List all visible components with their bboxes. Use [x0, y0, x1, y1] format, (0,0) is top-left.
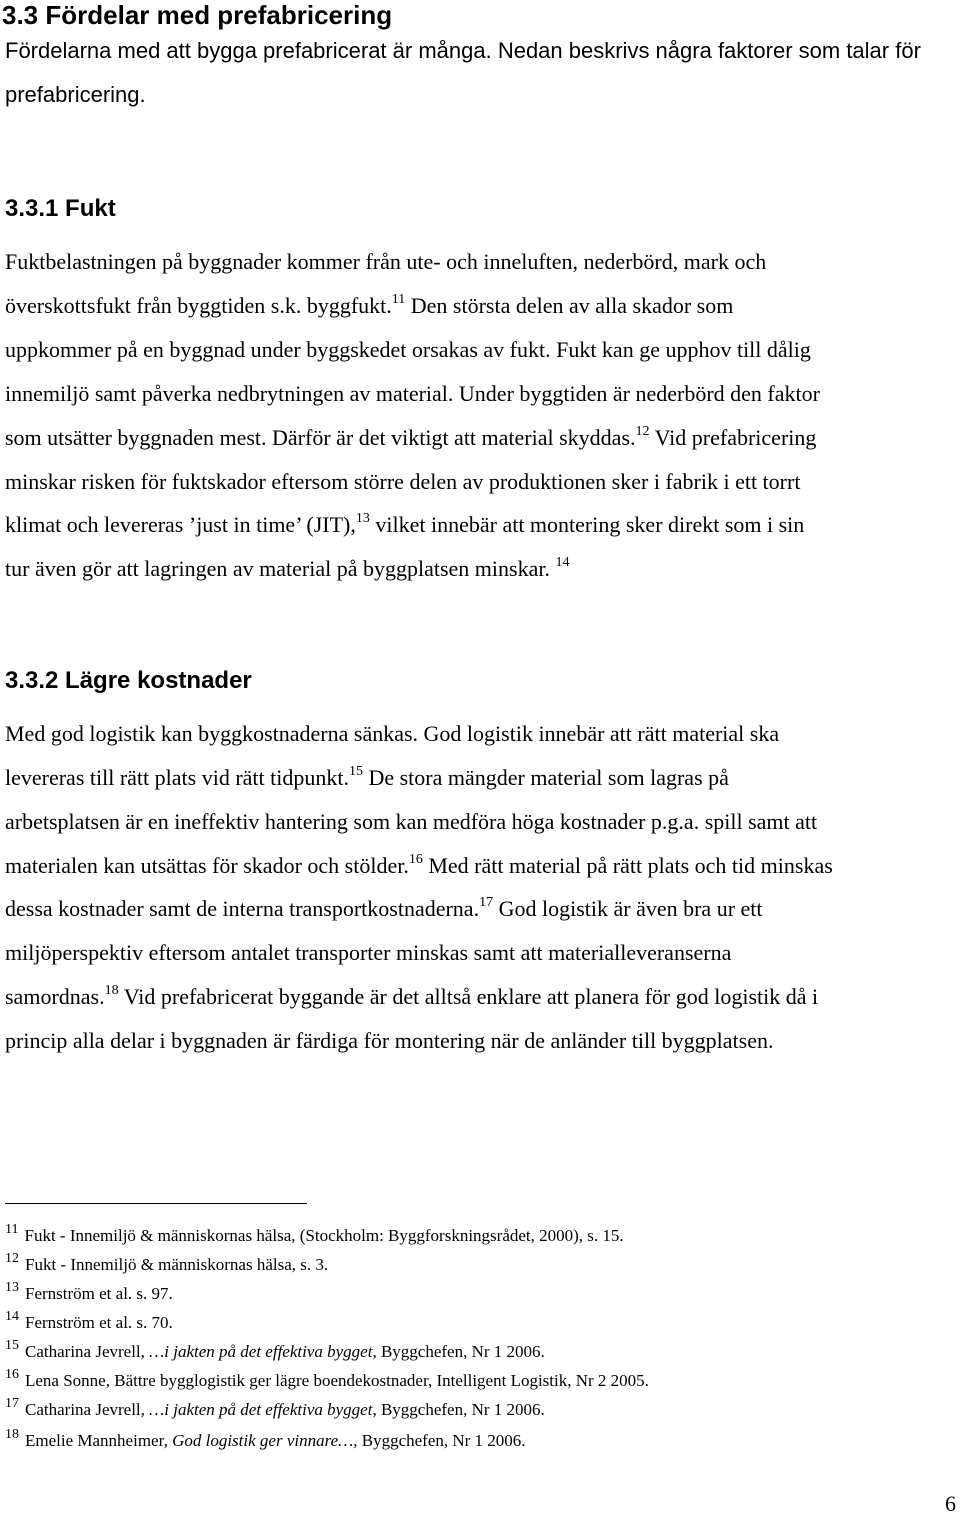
footnote-text: Fukt - Innemiljö & människornas hälsa, s. 3. — [25, 1255, 329, 1274]
text: vilket innebär att montering sker direkt som i sin — [369, 512, 805, 537]
text-line — [5, 511, 804, 539]
footnote-text: Emelie Mannheimer, — [25, 1431, 173, 1450]
footnote-ref: 16 — [408, 852, 423, 867]
text: De stora mängder material som lagras på — [362, 765, 729, 790]
text-line — [5, 1027, 774, 1055]
text-line — [5, 808, 817, 836]
text-line — [5, 852, 833, 880]
text-line — [5, 939, 731, 967]
text-line — [5, 336, 811, 364]
text: Den största delen av alla skador som — [405, 293, 734, 318]
text: princip alla delar i byggnaden är färdiga för montering när de anländer till byggplatsen. — [5, 1028, 774, 1053]
footnote-text: Fukt - Innemiljö & människornas hälsa, (Stockholm: Byggforskningsrådet, 2000), s. 15. — [24, 1226, 624, 1245]
intro-line: prefabricering. — [5, 82, 146, 107]
footnote-separator — [5, 1203, 307, 1204]
text: Med god logistik kan byggkostnaderna sänkas. God logistik innebär att rätt material ska — [5, 721, 780, 746]
footnote-number: 14 — [5, 1309, 19, 1324]
intro-line: Fördelarna med att bygga prefabricerat är många. Nedan beskrivs några faktorer som talar för — [5, 38, 921, 63]
footnote-ref: 15 — [348, 764, 363, 779]
footnote-number: 13 — [5, 1280, 19, 1295]
footnote-text: Fernström et al. s. 97. — [25, 1284, 173, 1303]
text: tur även gör att lagringen av material på byggplatsen minskar. — [5, 556, 556, 581]
text: Med rätt material på rätt plats och tid minskas — [422, 853, 833, 878]
text: Fuktbelastningen på byggnader kommer från ute- och inneluften, nederbörd, mark och — [5, 249, 767, 274]
footnote — [5, 1336, 545, 1362]
text: dessa kostnader samt de interna transportkostnaderna. — [5, 896, 480, 921]
footnote — [5, 1249, 328, 1275]
text-line — [5, 292, 733, 320]
text: God logistik är även bra ur ett — [493, 896, 763, 921]
footnote-ref: 11 — [391, 292, 406, 307]
text: Vid prefabricering — [649, 425, 817, 450]
footnote-number: 17 — [5, 1396, 19, 1411]
text: minskar risken för fuktskador eftersom större delen av produktionen sker i fabrik i ett torrt — [5, 469, 801, 494]
footnote — [5, 1394, 545, 1420]
footnote-number: 18 — [5, 1427, 19, 1442]
text-line — [5, 720, 779, 748]
footnote-italic: …i jakten på det effektiva bygget — [149, 1342, 373, 1361]
footnote-ref: 12 — [635, 424, 650, 439]
footnote-text: Catharina Jevrell, — [25, 1400, 150, 1419]
text: uppkommer på en byggnad under byggskedet orsakas av fukt. Fukt kan ge upphov till dålig — [5, 337, 811, 362]
footnote-text: Catharina Jevrell, — [25, 1342, 150, 1361]
footnote — [5, 1365, 649, 1391]
text-line — [5, 424, 816, 452]
text: levereras till rätt plats vid rätt tidpunkt. — [5, 765, 349, 790]
section-title: 3.3 Fördelar med prefabricering — [2, 0, 393, 30]
text-line — [5, 248, 766, 276]
footnote — [5, 1278, 173, 1304]
page-number: 6 — [945, 1491, 956, 1516]
footnote-text: Fernström et al. s. 70. — [25, 1313, 173, 1332]
footnote-text: , Byggchefen, Nr 1 2006. — [372, 1400, 545, 1419]
text: Vid prefabricerat byggande är det alltså enklare att planera för god logistik då i — [118, 984, 819, 1009]
text: klimat och levereras ’just in time’ (JIT), — [5, 512, 356, 537]
footnote-number: 11 — [5, 1222, 19, 1237]
footnote-ref: 14 — [555, 555, 570, 570]
text-line — [5, 983, 818, 1011]
footnote — [5, 1425, 526, 1451]
text: samordnas. — [5, 984, 105, 1009]
footnote-text: , Byggchefen, Nr 1 2006. — [372, 1342, 545, 1361]
footnote — [5, 1307, 173, 1333]
text-line — [5, 468, 800, 496]
footnote-text: , Byggchefen, Nr 1 2006. — [353, 1431, 526, 1450]
footnote-number: 16 — [5, 1367, 19, 1382]
footnote-text: Lena Sonne, Bättre bygglogistik ger lägre boendekostnader, Intelligent Logistik, Nr 2 2005. — [25, 1371, 649, 1390]
footnote-ref: 13 — [355, 511, 370, 526]
subsection-title-kostnader: 3.3.2 Lägre kostnader — [5, 667, 252, 694]
footnote-italic: God logistik ger vinnare… — [172, 1431, 354, 1450]
text-line — [5, 764, 729, 792]
footnote-number: 12 — [5, 1251, 19, 1266]
text: miljöperspektiv eftersom antalet transporter minskas samt att materialleveranserna — [5, 940, 732, 965]
text-line — [5, 895, 763, 923]
text-line — [5, 555, 569, 583]
subsection-title-fukt: 3.3.1 Fukt — [5, 195, 116, 222]
footnote-italic: …i jakten på det effektiva bygget — [149, 1400, 373, 1419]
footnote-ref: 17 — [479, 895, 494, 910]
text: som utsätter byggnaden mest. Därför är det viktigt att material skyddas. — [5, 425, 636, 450]
text-line — [5, 380, 820, 408]
text: överskottsfukt från byggtiden s.k. byggfukt. — [5, 293, 392, 318]
footnote — [5, 1220, 624, 1246]
footnote-ref: 18 — [104, 983, 119, 998]
text: innemiljö samt påverka nedbrytningen av material. Under byggtiden är nederbörd den faktor — [5, 381, 820, 406]
text: materialen kan utsättas för skador och stölder. — [5, 853, 409, 878]
footnote-number: 15 — [5, 1338, 19, 1353]
text: arbetsplatsen är en ineffektiv hantering som kan medföra höga kostnader p.g.a. spill samt att — [5, 809, 818, 834]
